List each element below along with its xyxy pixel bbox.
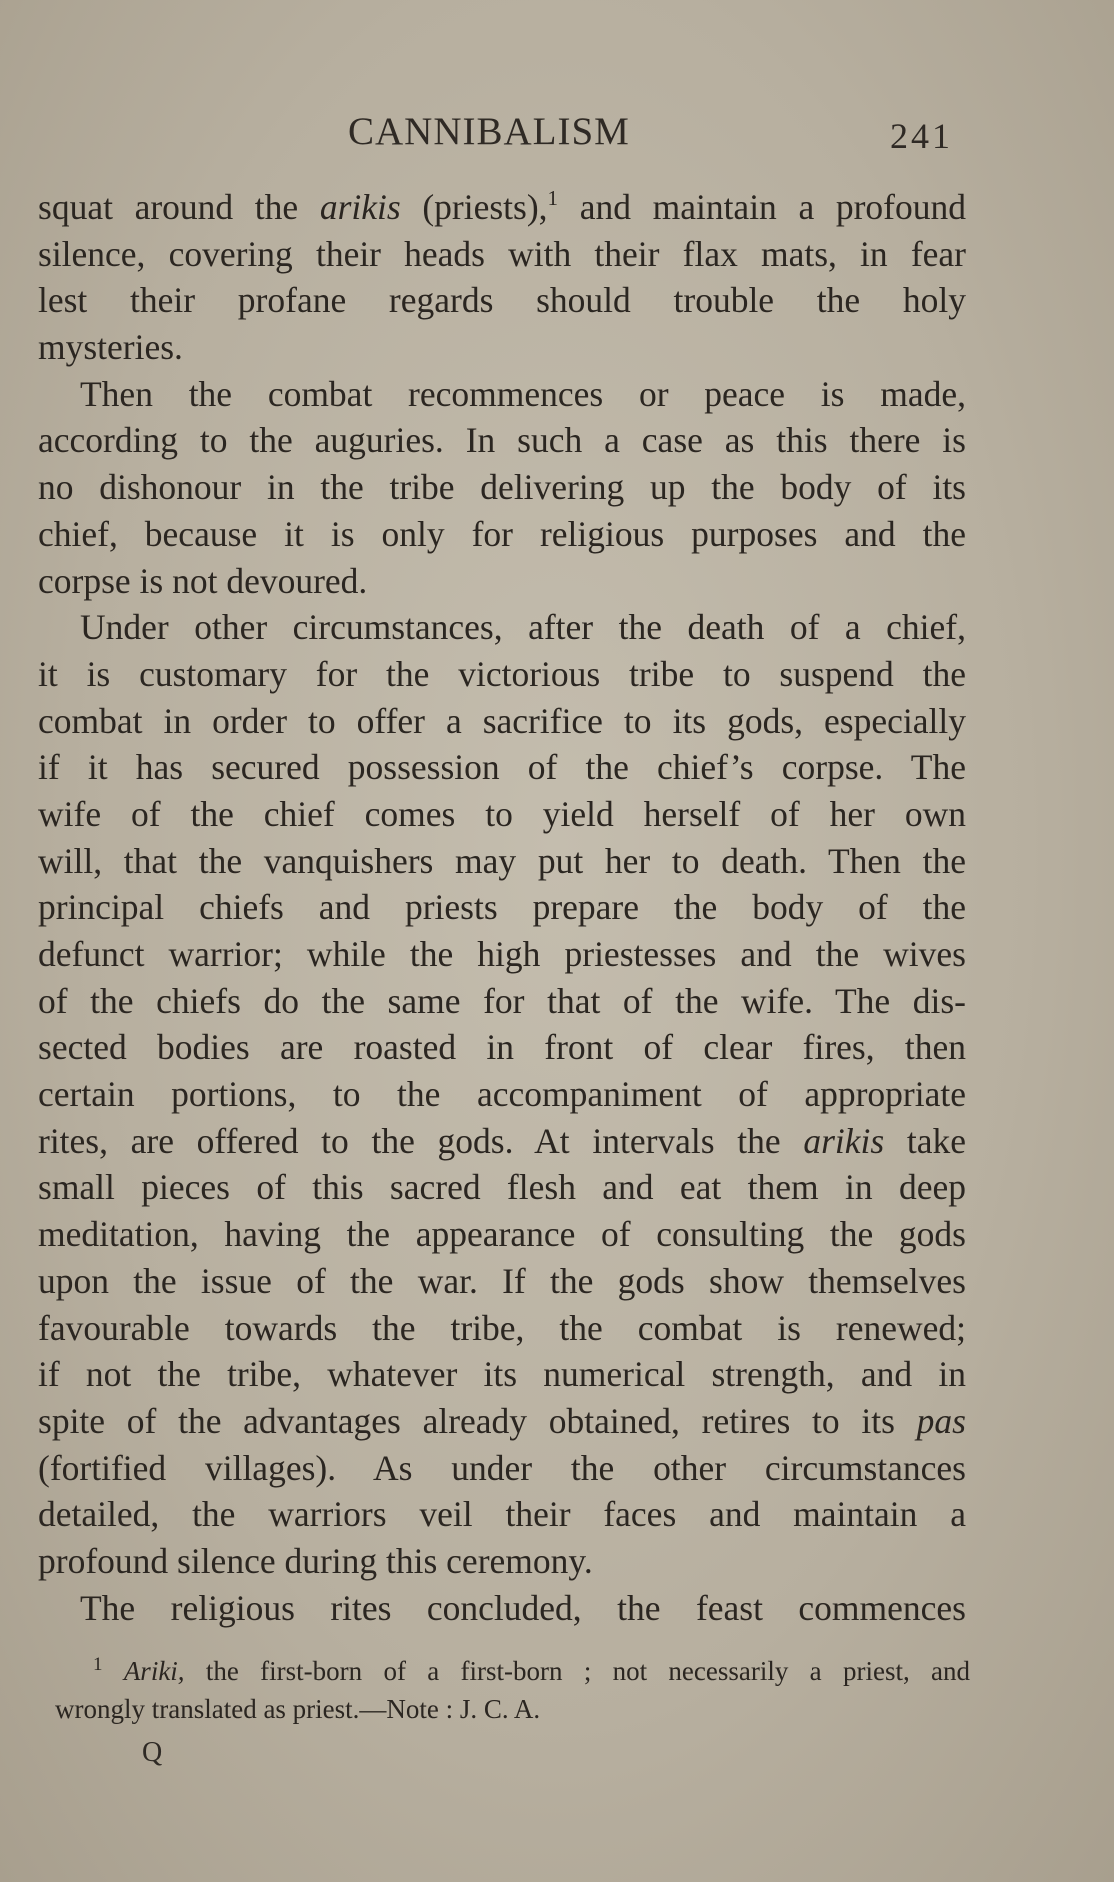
- text-line: small pieces of this sacred flesh and eat them in deep: [38, 1167, 966, 1208]
- text-line: silence, covering their heads with their flax mats, in fear: [38, 233, 966, 274]
- footnote-marker: 1: [93, 1654, 103, 1675]
- text-line: favourable towards the tribe, the combat is renewed;: [38, 1307, 966, 1348]
- text-line: sected bodies are roasted in front of clear fires, then: [38, 1027, 966, 1068]
- text-line: mysteries.: [38, 327, 183, 368]
- text-line: wife of the chief comes to yield herself of her own: [38, 793, 966, 834]
- body-text: [38, 184, 966, 1631]
- text-line: lest their profane regards should trouble the holy: [38, 280, 966, 321]
- text-line: upon the issue of the war. If the gods show themselves: [38, 1260, 966, 1301]
- text-line: Then the combat recommences or peace is made,: [80, 373, 966, 414]
- footnote-line: wrongly translated as priest.—Note : J. C. A.: [55, 1694, 541, 1724]
- text-line: corpse is not devoured.: [38, 560, 368, 601]
- text-line: will, that the vanquishers may put her to death. Then the: [38, 840, 966, 881]
- text-line: according to the auguries. In such a case as this there is: [38, 420, 966, 461]
- footnote-term: Ariki,: [123, 1656, 185, 1686]
- text-line: meditation, having the appearance of consulting the gods: [38, 1214, 966, 1255]
- text-line: Under other circumstances, after the death of a chief,: [80, 607, 966, 648]
- text-line: combat in order to offer a sacrifice to its gods, especially: [38, 700, 966, 741]
- italic-term: arikis: [803, 1120, 885, 1161]
- text-line: no dishonour in the tribe delivering up the body of its: [38, 467, 966, 508]
- text-line: certain portions, to the accompaniment of appropriate: [38, 1074, 966, 1115]
- text-line: spite of the advantages already obtained, retires to its pas: [38, 1400, 966, 1441]
- text-line: it is customary for the victorious tribe to suspend the: [38, 653, 966, 694]
- text-line: The religious rites concluded, the feast commences: [80, 1587, 966, 1628]
- text-line: if it has secured possession of the chief’s corpse. The: [38, 747, 966, 788]
- footnote: [55, 1652, 970, 1728]
- text-line: principal chiefs and priests prepare the body of the: [38, 887, 966, 928]
- text-line: rites, are offered to the gods. At intervals the arikis take: [38, 1120, 966, 1161]
- text-line: of the chiefs do the same for that of the wife. The dis-: [38, 980, 966, 1021]
- text-line: profound silence during this ceremony.: [38, 1540, 593, 1581]
- page-header: [0, 108, 1114, 156]
- text-line: squat around the arikis (priests),$^1$ and maintain a profound: [38, 186, 966, 227]
- italic-term: pas: [916, 1400, 966, 1441]
- text-line: chief, because it is only for religious purposes and the: [38, 513, 966, 554]
- running-title: CANNIBALISM: [348, 110, 630, 153]
- footnote-line: $^1$ Ariki, the first-born of a first-born ; not necessarily a priest, and: [93, 1654, 971, 1686]
- text-line: defunct warrior; while the high priestesses and the wives: [38, 934, 966, 974]
- signature-mark: Q: [142, 1737, 163, 1768]
- page-number: 241: [890, 116, 953, 156]
- text-line: if not the tribe, whatever its numerical strength, and in: [38, 1354, 966, 1395]
- footnote-ref: 1: [547, 186, 559, 210]
- text-line: detailed, the warriors veil their faces and maintain a: [38, 1494, 966, 1535]
- text-line: (fortified villages). As under the other circumstances: [38, 1447, 966, 1488]
- italic-term: arikis: [319, 187, 401, 227]
